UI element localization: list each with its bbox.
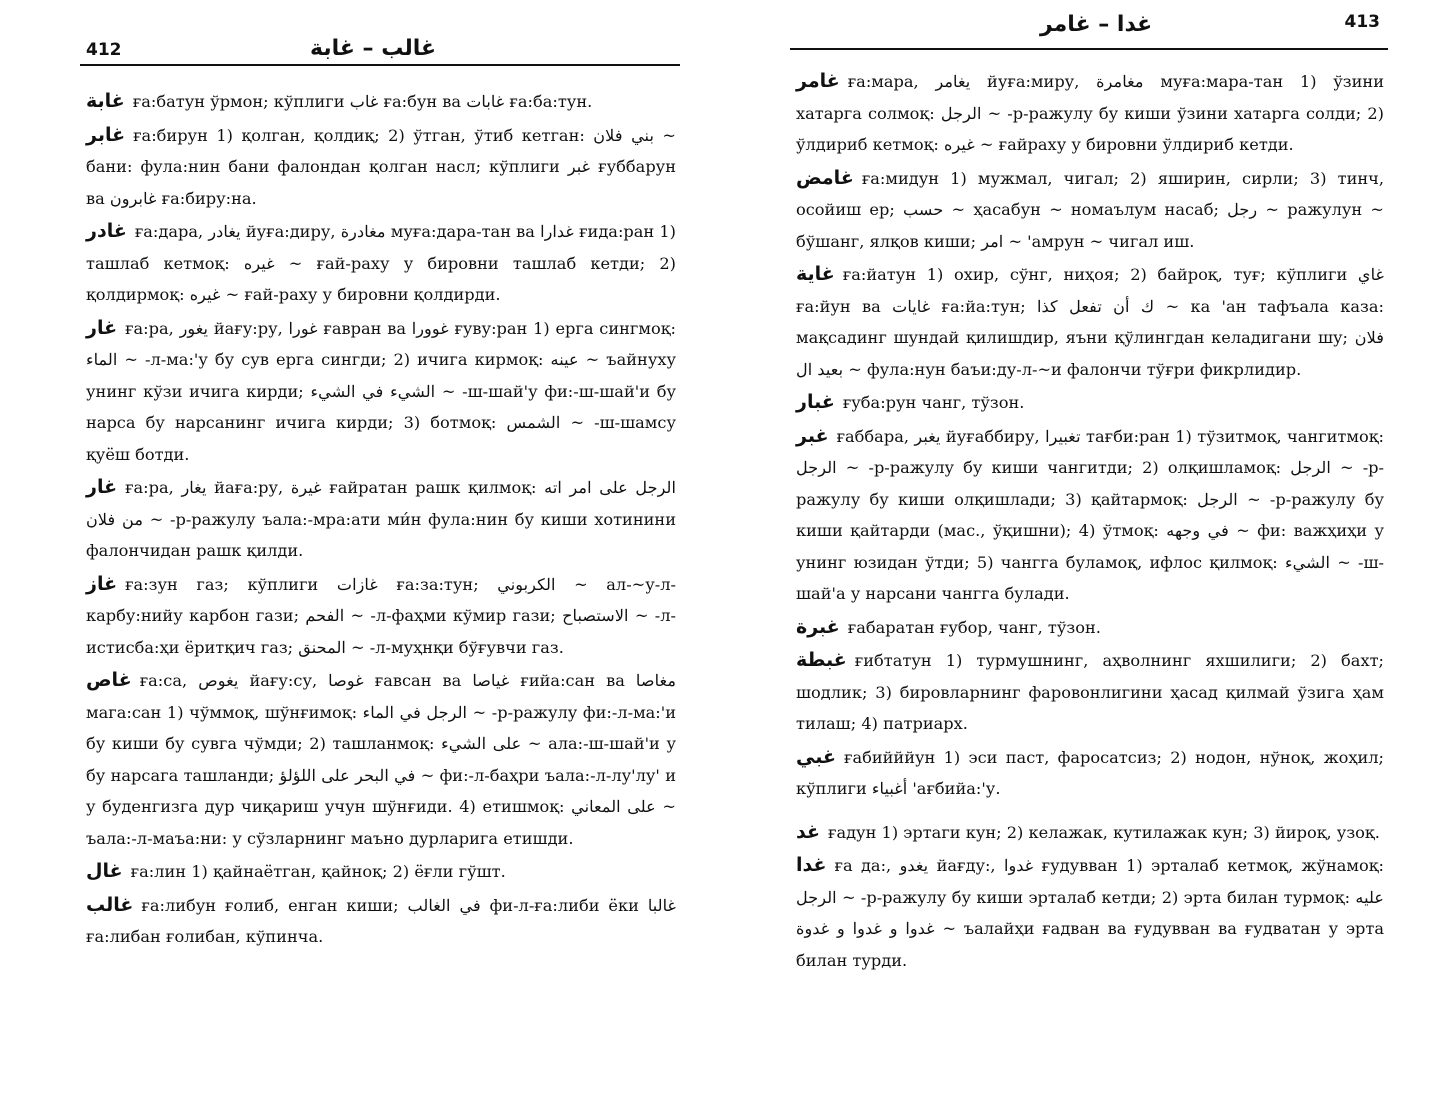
dictionary-entry [790,66,1388,161]
dictionary-entry [790,612,1388,644]
dictionary-entry [80,313,680,471]
entry-headword: غار [86,476,118,498]
left-page-header [80,0,680,66]
entry-text: ға:мидун 1) мужмал, чигал; 2) яширин, сирли; 3) тинч, осойиш ер; حسب ~ ҳасабун ~ номаълум насаб; رجل ~ ражулун ~ бўшанг, ялқов киши; امر ~ 'амрун ~ чигал иш. [796,168,1384,251]
right-running-head: غدا – غامر [1040,12,1153,37]
dictionary-entry [80,472,680,567]
entry-text: ға:ра, يغور йағу:ру, غورا ғавран ва غوورا ғуву:ран 1) ерга сингмоқ: الماء ~ -л-ма:'у бу сув ерга сингди; 2) ичига кирмоқ: عينه ~ ъайнуху унинг кўзи ичига кирди; الشيء في الشيء ~ -ш-шай'у фи:-ш-шай'и бу нарса бу нарсанинг ичига кирди; 3) ботмоқ: الشمس ~ -ш-шамсу қуёш ботди. [86,318,676,464]
entry-headword: غالب [86,893,134,916]
dictionary-entry [790,817,1388,849]
entry-headword: غبي [796,745,836,768]
entry-headword: غدا [796,854,827,876]
dictionary-entry [80,86,680,118]
entry-headword: غاية [796,263,835,285]
dictionary-entry [790,850,1388,976]
entry-text: ға:мара, يغامر йуға:миру, مغامرة муға:мара-тан 1) ўзини хатарга солмоқ: الرجل ~ -р-ражулу бу киши ўзини хатарга солди; 2) ўлдириб кетмоқ: غيره ~ ғайраху у бировни ўлдириб кетди. [796,72,1384,154]
dictionary-entry [790,421,1388,610]
dictionary-entry [790,742,1388,805]
entry-headword: غد [796,820,820,843]
entry-headword: غبرة [796,615,840,638]
dictionary-entry [790,163,1388,258]
entry-text: ға:лин 1) қайнаётган, қайноқ; 2) ёғли гўшт. [130,862,506,881]
right-page-number: 413 [1344,12,1380,32]
entry-headword: غامر [796,70,840,92]
entry-text: ғадун 1) эртаги кун; 2) келажак, кутилажак кун; 3) йироқ, узоқ. [827,822,1380,842]
entry-text: ға:либун ғолиб, енган киши; في الغالب фи-л-ға:либи ёки غالبا ға:либан ғолибан, кўпинча. [86,895,677,946]
left-running-head: غالب – غابة [310,36,437,61]
entry-text: ға:йатун 1) охир, сўнг, ниҳоя; 2) байроқ, туғ; кўплиги غاي ға:йун ва غايات ға:йа:тун; ك أن تفعل كذا ~ ка 'ан тафъала каза: мақсадинг шундай қилишдир, яъни қўлингдан келадигани шу; فلان بعيد ال ~ фула:нун баъи:ду-л-~и фалончи тўғри фикрлидир. [796,265,1384,379]
entry-text: ғуба:рун чанг, тўзон. [842,393,1025,412]
dictionary-entry [80,216,680,311]
entry-headword: غابر [86,123,126,146]
entry-text: ға:дара, يغادر йуға:диру, مغادرة муға:дара-тан ва غدارا ғида:ран 1) ташлаб кетмоқ: غيره ~ ғай-раху у бировни ташлаб кетди; 2) қолдирмоқ: غيره ~ ғай-раху у бировни қолдирди. [86,222,677,304]
left-page-number: 412 [86,40,122,60]
dictionary-entry [80,120,680,215]
entry-headword: غار [86,316,118,339]
left-entries [80,66,680,953]
dictionary-entry [790,259,1388,385]
dictionary-entry [80,890,680,953]
entry-headword: غامض [796,166,854,189]
entry-headword: غابة [86,90,125,112]
entry-text: ға да:, يغدو йағду:, غدوا ғудувван 1) эрталаб кетмоқ, жўнамоқ: الرجل ~ -р-ражулу бу киши эрталаб кетди; 2) эрта билан турмоқ: عليه غدوا و غدوا و غدوة ~ ъалайҳи ғадван ва ғудувван ва ғудватан у эрта билан турди. [796,856,1384,970]
left-page [80,0,680,1114]
entry-headword: غبطة [796,649,847,671]
dictionary-entry [790,645,1388,740]
dictionary-entry [80,665,680,854]
entry-headword: غال [86,860,123,882]
entry-headword: غاص [86,669,132,691]
dictionary-entry [80,856,680,888]
entry-text: ғабаратан ғубор, чанг, тўзон. [847,617,1101,637]
entry-headword: غاز [86,572,118,595]
entry-headword: غبار [796,391,835,413]
entry-text: ға:бирун 1) қолган, қолдиқ; 2) ўтган, ўтиб кетган: بني فلان ~ бани: фула:нин бани фалондан қолган насл; кўплиги غبر ғуббарун ва غابرون ға:биру:на. [86,125,676,208]
entry-text: ғаббара, يغبر йуғаббиру, تغبيرا тағби:ран 1) тўзитмоқ, чангитмоқ: الرجل ~ -р-ражулу бу киши чангитди; 2) олқишламоқ: الرجل ~ -р-ражулу бу киши олқишлади; 3) қайтармоқ: الرجل ~ -р-ражулу бу киши қайтарди (мас., ўқишни); 4) ўтмоқ: في وجهه ~ фи: важҳиҳи у унинг юзидан ўтди; 5) чангга буламоқ, ифлос қилмоқ: الشيء ~ -ш-шай'а у нарсани чангга булади. [796,426,1385,603]
dictionary-entry [790,387,1388,419]
entry-text: ға:зун газ; кўплиги غازات ға:за:тун; الكربوني ~ ал-~у-л-карбу:нийу карбон гази; الفحم ~ -л-фаҳми кўмир гази; الاستصباح ~ -л-истисба:ҳи ёритқич газ; المحنق ~ -л-муҳнқи бўғувчи газ. [86,574,677,657]
right-page-header [790,0,1388,50]
entry-headword: غادر [86,220,127,242]
entry-text: ға:са, يغوص йағу:су, غوصا ғавсан ва غياصا ғийа:сан ва مغاصا мага:сан 1) чўммоқ, шўнғимоқ: الرجل في الماء ~ -р-ражулу фи:-л-ма:'и бу киши бу сувга чўмди; 2) ташланмоқ: على الشيء ~ ала:-ш-шай'и у бу нарсага ташланди; في البحر على اللؤلؤ ~ фи:-л-баҳри ъала:-л-лу'лу' и у буденгизга дур чиқариш учун шўнғиди. 4) етишмоқ: على المعاني ~ ъала:-л-маъа:ни: у сўзларнинг маъно дурларига етишди. [86,671,676,848]
dictionary-entry [80,569,680,664]
entry-text: ға:батун ўрмон; кўплиги غاب ға:бун ва غابات ға:ба:тун. [132,92,593,111]
entry-text: ғибтатун 1) турмушнинг, аҳволнинг яхшилиги; 2) бахт; шодлик; 3) бировларнинг фаровонлигини ҳасад қилмай ўзига ҳам тилаш; 4) патриарх. [796,651,1384,733]
entry-text: ға:ра, يغار йаға:ру, غيرة ғайратан рашк қилмоқ: الرجل على امر اته من فلان ~ -р-ражулу ъала:-мра:ати ми́н фула:нин бу киши хотинини фалончидан рашк қилди. [86,478,676,560]
entry-headword: غبر [796,424,829,447]
right-entries [790,50,1388,976]
entry-text: ғабийййун 1) эси паст, фаросатсиз; 2) нодон, нўноқ, жоҳил; кўплиги أغبياء 'ағбийа:'у. [796,747,1384,798]
right-page [790,0,1388,1114]
